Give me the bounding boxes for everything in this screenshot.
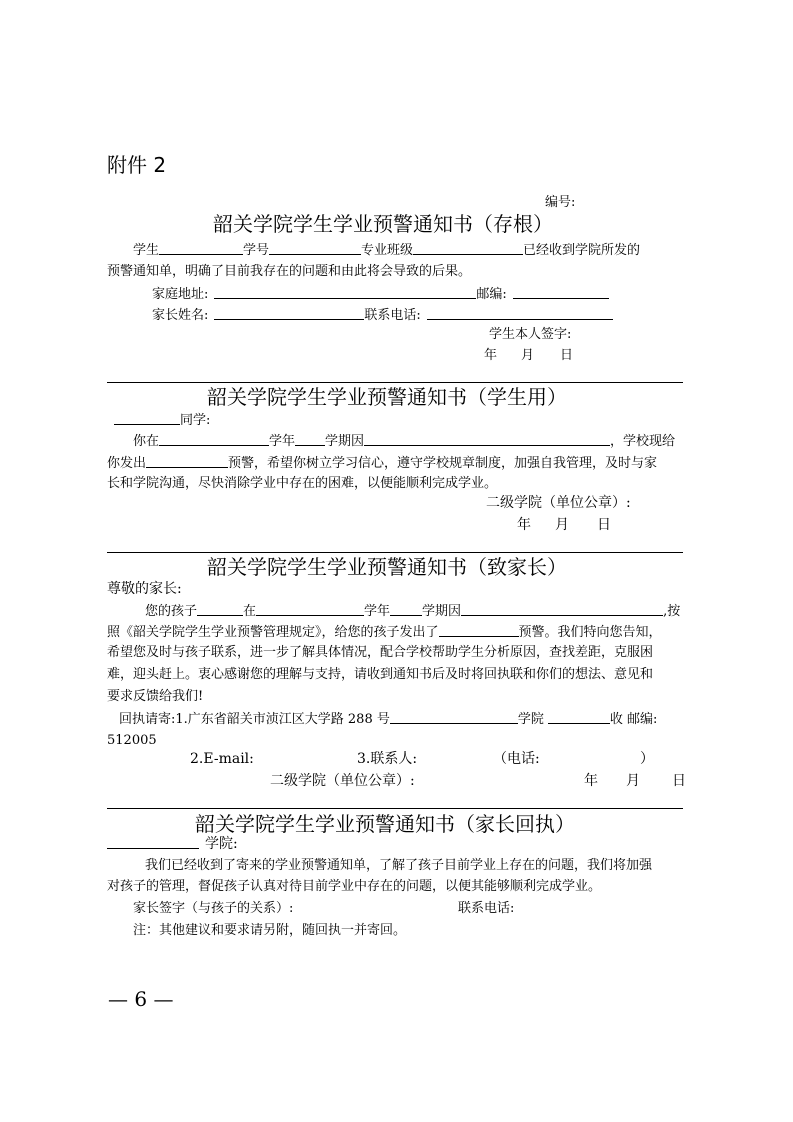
serial-number-label: 编号: (545, 195, 576, 210)
stub-day: 日 (560, 348, 574, 363)
student-copy-line-2 (107, 455, 657, 472)
classmate-row (114, 412, 210, 429)
parent-letter-line-4: 难，迎头赶上。衷心感谢您的理解与支持，请收到通知书后及时将回执联和你们的想法、意见和 (107, 667, 654, 682)
receipt-line-1: 我们已经收到了寄来的学业预警通知单，了解了孩子目前学业上存在的问题，我们将加强 (145, 858, 653, 873)
student-copy-line-3: 长和学院沟通，尽快消除学业中存在的困难，以便能顺利完成学业。 (107, 476, 498, 491)
stub-signature-label: 学生本人签字: (489, 327, 572, 342)
cut-line-1 (107, 382, 683, 383)
stub-month: 月 (521, 348, 535, 363)
school-gives-text: ，学校现给 (610, 434, 676, 449)
postcode-label: 邮编: (476, 287, 507, 302)
stub-title: 韶关学院学生学业预警通知书（存根） (213, 212, 553, 236)
parent-letter-seal-label: 二级学院（单位公章）: (270, 773, 415, 789)
phone-label: 联系电话: (364, 308, 421, 323)
recipient-field[interactable] (548, 711, 610, 724)
parent-name-label: 家长姓名: (152, 308, 209, 323)
contact-label: 3.联系人: (357, 751, 418, 767)
school-year-text: 学年 (269, 434, 296, 449)
recipient-postcode-text: 收 邮编: (609, 712, 658, 727)
parent-letter-year: 年 (584, 773, 598, 789)
classmate-label: 同学: (180, 413, 211, 428)
page-number: — 6 — (108, 987, 174, 1011)
your-child-text: 您的孩子 (145, 604, 198, 619)
receipt-note: 注：其他建议和要求请另附，随回执一并寄回。 (133, 923, 407, 938)
receipt-phone-label: 联系电话: (458, 901, 515, 916)
receipt-college-label: 学院: (205, 836, 238, 852)
parent-reason-field[interactable] (461, 603, 663, 616)
parent-name-field[interactable] (214, 307, 364, 320)
receipt-college-field[interactable] (107, 836, 199, 849)
major-class-label: 专业班级 (361, 243, 414, 258)
stub-parent-row (152, 307, 613, 324)
receipt-college-row (107, 836, 238, 853)
parent-warning-level-field[interactable] (439, 624, 519, 637)
student-copy-day: 日 (597, 517, 611, 533)
parent-letter-date (584, 773, 686, 790)
student-copy-seal-label: 二级学院（单位公章）: (486, 495, 631, 511)
notify-text: 预警。我们特向您告知， (518, 625, 662, 640)
parent-letter-title: 韶关学院学生学业预警通知书（致家长） (207, 555, 567, 579)
stub-date (484, 348, 573, 364)
parent-letter-day: 日 (672, 773, 686, 789)
major-class-field[interactable] (413, 242, 523, 255)
classmate-name-field[interactable] (114, 412, 180, 425)
return-address-row (119, 711, 657, 728)
comma-by-text: ,按 (663, 604, 681, 619)
parent-letter-line-3: 希望您及时与孩子联系，进一步了解具体情况，配合学校帮助学生分析原因，查找差距，克服困 (107, 645, 654, 660)
return-address-text: 回执请寄:1.广东省韶关市浈江区大学路 288 号 (119, 712, 390, 727)
parent-year-field[interactable] (256, 603, 364, 616)
student-id-field[interactable] (269, 242, 361, 255)
regulation-text: 照《韶关学院学生学业预警管理规定》，给您的孩子发出了 (107, 625, 439, 640)
parent-term-due-text: 学期因 (422, 604, 462, 619)
salutation: 尊敬的家长: (107, 581, 182, 597)
parent-letter-line-5: 要求反馈给我们! (107, 689, 204, 704)
student-warning-level-field[interactable] (146, 455, 228, 468)
cut-line-3 (107, 808, 683, 809)
parent-letter-month: 月 (626, 773, 640, 789)
warning-text: 预警，希望你树立学习信心，遵守学校规章制度，加强自我管理，及时与家 (228, 456, 658, 471)
parent-letter-line-1 (145, 603, 680, 620)
attachment-label: 附件 2 (107, 153, 167, 177)
child-name-field[interactable] (197, 603, 243, 616)
home-address-field[interactable] (214, 286, 476, 299)
student-label: 学生 (133, 243, 160, 258)
student-copy-title: 韶关学院学生学业预警通知书（学生用） (207, 385, 567, 409)
parent-letter-line-2 (107, 624, 662, 641)
you-issued-text: 你发出 (107, 456, 147, 471)
college-suffix-text: 学院 (517, 712, 544, 727)
phone-field[interactable] (427, 307, 613, 320)
student-copy-date (517, 517, 611, 534)
stub-line-1 (133, 242, 640, 259)
parent-receipt-title: 韶关学院学生学业预警通知书（家长回执） (195, 812, 575, 836)
return-college-field[interactable] (390, 711, 518, 724)
stub-year: 年 (484, 348, 498, 363)
phone-close: ） (640, 751, 654, 767)
stub-address-row (152, 286, 609, 303)
term-due-text: 学期因 (325, 434, 365, 449)
student-year-field[interactable] (159, 433, 269, 446)
student-name-field[interactable] (159, 242, 243, 255)
stub-line-2: 预警通知单，明确了目前我存在的问题和由此将会导致的后果。 (107, 264, 472, 279)
you-at-text: 你在 (133, 434, 160, 449)
student-copy-year: 年 (517, 517, 531, 533)
parent-school-year-text: 学年 (364, 604, 391, 619)
parent-term-field[interactable] (390, 603, 422, 616)
cut-line-2 (107, 552, 683, 553)
student-copy-month: 月 (555, 517, 569, 533)
student-copy-line-1 (133, 433, 675, 450)
at-text: 在 (243, 604, 257, 619)
received-text: 已经收到学院所发的 (523, 243, 641, 258)
phone-open: （电话: (493, 751, 540, 767)
postcode-field[interactable] (513, 286, 609, 299)
home-address-label: 家庭地址: (152, 287, 209, 302)
student-reason-field[interactable] (364, 433, 610, 446)
student-term-field[interactable] (295, 433, 325, 446)
postcode-value: 512005 (107, 733, 157, 748)
receipt-line-2: 对孩子的管理，督促孩子认真对待目前学业中存在的问题，以便其能够顺利完成学业。 (107, 879, 602, 894)
student-id-label: 学号 (243, 243, 270, 258)
receipt-signature-label: 家长签字（与孩子的关系）: (133, 901, 294, 916)
email-label: 2.E-mail: (190, 751, 254, 767)
